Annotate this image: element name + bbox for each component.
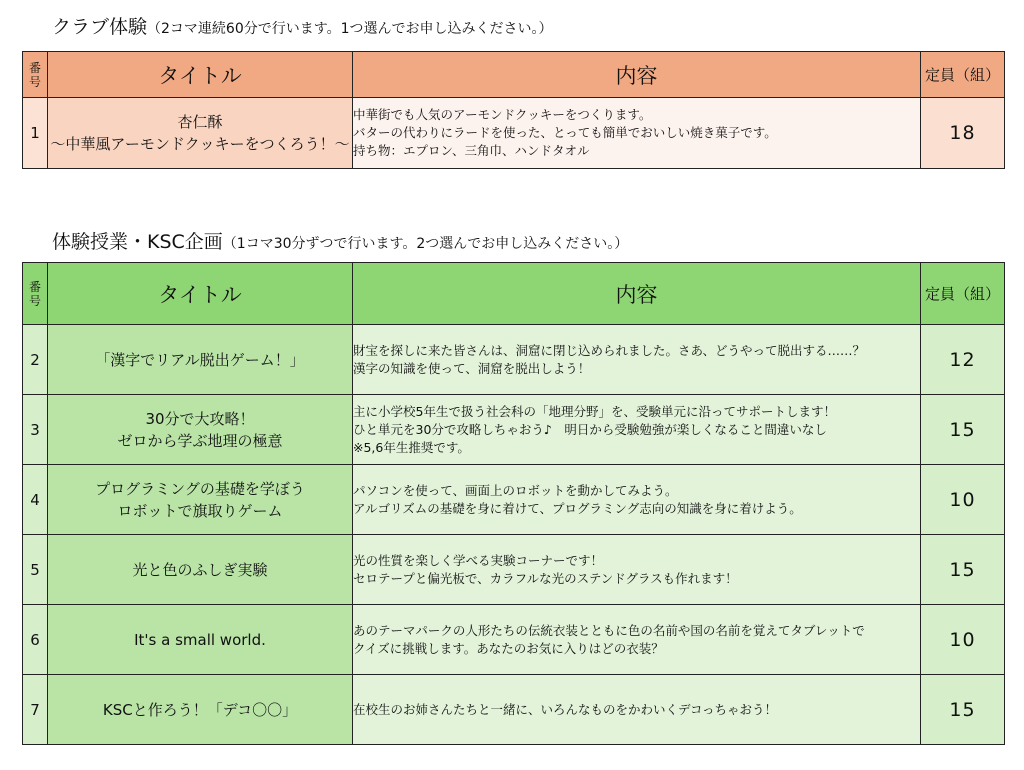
content-line: パソコンを使って、画面上のロボットを動かしてみよう。 <box>353 482 678 498</box>
row-number: 1 <box>23 98 48 169</box>
content-line: ひと単元を30分で攻略しちゃおう♪ 明日から受験勉強が楽しくなること間違いなし <box>353 421 827 437</box>
row-capacity: 15 <box>921 675 1005 745</box>
header-capacity: 定員（組） <box>921 52 1005 98</box>
content-line: アルゴリズムの基礎を身に着けて、プログラミング志向の知識を身に着けよう。 <box>353 500 802 516</box>
title-line: 杏仁酥 <box>177 113 223 131</box>
row-content <box>353 325 921 395</box>
title-line: 30分で大攻略！ <box>145 409 255 428</box>
row-capacity: 15 <box>921 535 1005 605</box>
row-number: 3 <box>23 395 48 465</box>
header-title: タイトル <box>48 263 353 325</box>
row-content <box>353 98 921 169</box>
content-line: あのテーマパークの人形たちの伝統衣装とともに色の名前や国の名前を覚えてタブレットで <box>353 622 865 638</box>
content-line: 光の性質を楽しく学べる実験コーナーです！ <box>353 552 604 568</box>
table-row <box>23 98 1005 169</box>
table-row <box>23 605 1005 675</box>
title-line: ゼロから学ぶ地理の極意 <box>117 431 283 450</box>
row-content <box>353 675 921 745</box>
experience-table <box>22 262 1005 745</box>
row-capacity: 18 <box>921 98 1005 169</box>
row-capacity: 15 <box>921 395 1005 465</box>
content-line: 漢字の知識を使って、洞窟を脱出しよう！ <box>353 360 591 376</box>
club-table <box>22 51 1005 169</box>
content-line: クイズに挑戦します。あなたのお気に入りはどの衣装？ <box>353 640 664 656</box>
row-title <box>48 675 353 745</box>
experience-section-title <box>52 227 628 254</box>
row-number: 4 <box>23 465 48 535</box>
row-number: 6 <box>23 605 48 675</box>
row-content <box>353 605 921 675</box>
content-line: セロテープと偏光板で、カラフルな光のステンドグラスも作れます！ <box>353 570 738 586</box>
row-number: 5 <box>23 535 48 605</box>
experience-header-row <box>23 263 1005 325</box>
title-line: 「漢字でリアル脱出ゲーム！」 <box>95 350 305 369</box>
content-line: 主に小学校5年生で扱う社会科の「地理分野」を、受験単元に沿ってサポートします！ <box>353 403 836 419</box>
header-number: 番 号 <box>23 263 48 325</box>
title-line: ～中華風アーモンドクッキーをつくろう！～ <box>50 135 350 153</box>
title-line: プログラミングの基礎を学ぼう <box>95 479 305 498</box>
content-line: 持ち物：エプロン、三角巾、ハンドタオル <box>353 143 590 158</box>
row-capacity: 10 <box>921 605 1005 675</box>
row-title <box>48 605 353 675</box>
table-row <box>23 535 1005 605</box>
title-line: KSCと作ろう！「デコ〇〇」 <box>102 700 298 719</box>
row-title <box>48 98 353 169</box>
experience-heading: 体験授業・KSC企画 <box>52 231 223 253</box>
content-line: ※5,6年生推奨です。 <box>353 439 470 455</box>
row-content <box>353 465 921 535</box>
row-title <box>48 535 353 605</box>
table-row <box>23 325 1005 395</box>
club-header-row <box>23 52 1005 98</box>
table-row <box>23 675 1005 745</box>
content-line: 中華街でも人気のアーモンドクッキーをつくります。 <box>353 107 652 122</box>
experience-subheading: （1コマ30分ずつで行います。2つ選んでお申し込みください。） <box>222 236 629 252</box>
table-row <box>23 465 1005 535</box>
title-line: It's a small world. <box>134 630 266 649</box>
content-line: 在校生のお姉さんたちと一緒に、いろんなものをかわいくデコっちゃおう！ <box>353 701 778 717</box>
header-content: 内容 <box>353 263 921 325</box>
header-title: タイトル <box>48 52 353 98</box>
club-subheading: （2コマ連続60分で行います。1つ選んでお申し込みください。） <box>147 21 553 37</box>
content-line: 財宝を探しに来た皆さんは、洞窟に閉じ込められました。さあ、どうやって脱出する……？ <box>353 342 866 358</box>
row-title <box>48 395 353 465</box>
row-capacity: 10 <box>921 465 1005 535</box>
header-capacity: 定員（組） <box>921 263 1005 325</box>
row-capacity: 12 <box>921 325 1005 395</box>
row-title <box>48 325 353 395</box>
header-content: 内容 <box>353 52 921 98</box>
header-number: 番 号 <box>23 52 48 98</box>
club-heading: クラブ体験 <box>52 16 148 38</box>
club-section-title <box>52 12 553 39</box>
content-line: バターの代わりにラードを使った、とっても簡単でおいしい焼き菓子です。 <box>353 125 777 140</box>
row-title <box>48 465 353 535</box>
row-number: 7 <box>23 675 48 745</box>
row-number: 2 <box>23 325 48 395</box>
table-row <box>23 395 1005 465</box>
title-line: ロボットで旗取りゲーム <box>117 501 283 520</box>
title-line: 光と色のふしぎ実験 <box>132 560 268 579</box>
row-content <box>353 535 921 605</box>
row-content <box>353 395 921 465</box>
